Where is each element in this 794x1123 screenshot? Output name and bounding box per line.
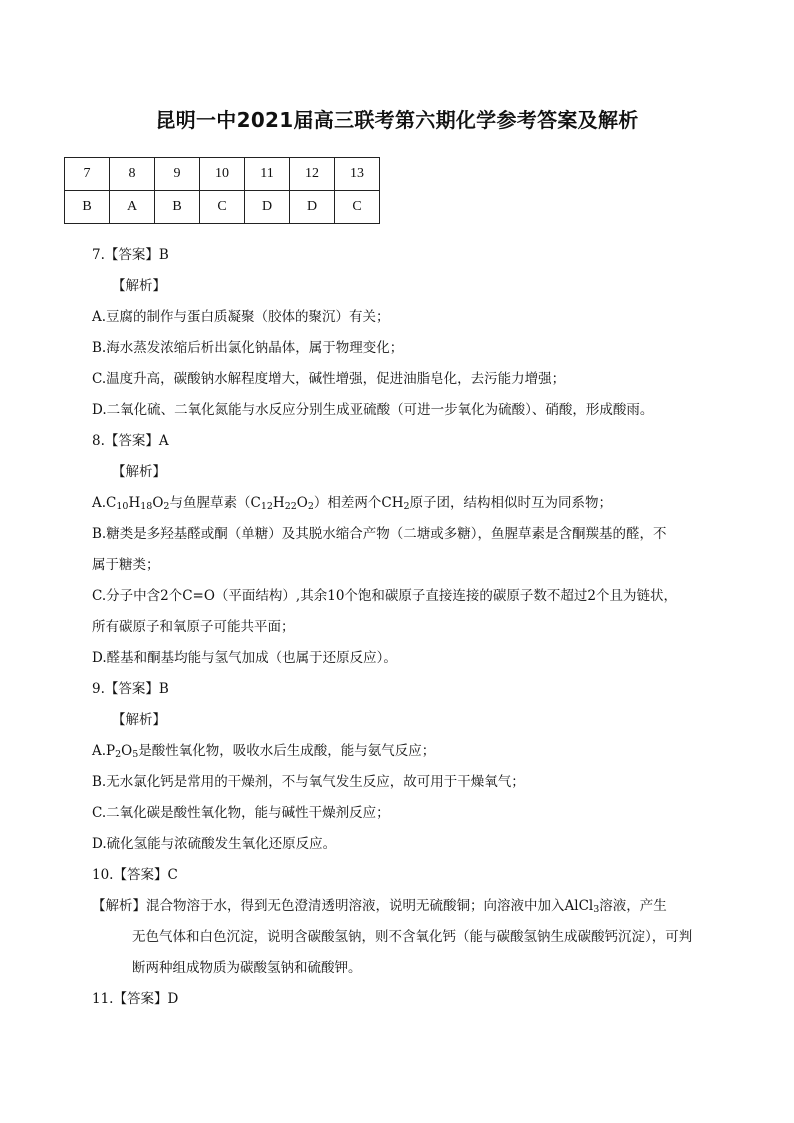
q7-option-a: A.豆腐的制作与蛋白质凝聚（胶体的聚沉）有关； [92,309,390,325]
q10-analysis-line3: 断两种组成物质为碳酸氢钠和硫酸钾。 [132,960,362,976]
answer-row [65,191,380,224]
solutions-body [92,240,704,1015]
answer-table [64,157,380,224]
subscript: 18 [140,501,153,512]
q10-analysis-line2: 无色气体和白色沉淀，说明含碳酸氢钠，则不含氧化钙（能与碳酸氢钠生成碳酸钙沉淀），可判 [132,929,693,945]
q7-option-b: B.海水蒸发浓缩后析出氯化钠晶体，属于物理变化； [92,340,404,356]
q8-option-b-line1: B.糖类是多羟基醛或酮（单糖）及其脱水缩合产物（二塘或多糖），鱼腥草素是含酮羰基的醛，不 [92,526,667,542]
question-number-cell: 9 [155,158,200,191]
question-number-cell: 8 [110,158,155,191]
q9-option-c: C.二氧化碳是酸性氧化物，能与碱性干燥剂反应； [92,805,390,821]
q9-option-b: B.无水氯化钙是常用的干燥剂，不与氧气发生反应，故可用于干燥氧气； [92,774,525,790]
question-number-cell: 10 [200,158,245,191]
q9-a-text: 是酸性氧化物，吸收水后生成酸，能与氨气反应； [138,743,436,759]
document-title: 昆明一中2021届高三联考第六期化学参考答案及解析 [155,108,639,132]
q8-option-d: D.醛基和酮基均能与氢气加成（也属于还原反应）。 [92,650,397,666]
subscript: 2 [307,501,314,512]
q8-analysis-label: 【解析】 [112,464,166,480]
subscript: 5 [132,749,139,760]
q9-answer-line: 9.【答案】B [92,681,169,697]
q11-answer-line: 11.【答案】D [92,991,179,1007]
q7-option-c: C.温度升高，碳酸钠水解程度增大，碱性增强，促进油脂皂化，去污能力增强； [92,371,566,387]
q8-a-text: A.C [92,495,117,511]
q8-option-c-line1: C.分子中含2个C=O（平面结构）,其余10个饱和碳原子直接连接的碳原子数不超过2个且为链状， [92,588,677,604]
q8-answer-line: 8.【答案】A [92,433,169,449]
q9-a-text: A.P [92,743,116,759]
q8-a-text: O [152,495,164,511]
answer-cell: D [290,191,335,224]
subscript: 22 [284,501,297,512]
answer-cell: A [110,191,155,224]
q10-answer-line: 10.【答案】C [92,867,178,883]
question-number-cell: 11 [245,158,290,191]
subscript: 2 [115,749,122,760]
q8-a-text: ）相差两个CH [313,495,404,511]
subscript: 2 [163,501,170,512]
q9-analysis-label: 【解析】 [112,712,166,728]
q10-analysis-line1 [92,891,704,922]
answer-cell: C [200,191,245,224]
q10-analysis-text: 【解析】混合物溶于水，得到无色澄清透明溶液，说明无硫酸铜；向溶液中加入AlCl [92,898,594,914]
q8-a-text: H [272,495,285,511]
q7-answer-line: 7.【答案】B [92,247,169,263]
q9-a-text: O [121,743,133,759]
q7-analysis-label: 【解析】 [112,278,166,294]
subscript: 10 [116,501,129,512]
q8-option-b-line2: 属于糖类； [92,557,160,573]
answer-cell: B [65,191,110,224]
q9-option-a [92,736,704,767]
answer-cell: C [335,191,380,224]
answer-cell: D [245,191,290,224]
subscript: 2 [403,501,410,512]
question-number-cell: 7 [65,158,110,191]
q8-option-c-line2: 所有碳原子和氧原子可能共平面； [92,619,295,635]
q7-option-d: D.二氧化硫、二氧化氮能与水反应分别生成亚硫酸（可进一步氧化为硫酸）、硝酸，形成酸雨。 [92,402,654,418]
q9-option-d: D.硫化氢能与浓硫酸发生氧化还原反应。 [92,836,337,852]
subscript: 3 [593,904,600,915]
q8-a-text: O [296,495,308,511]
q8-a-text: 原子团，结构相似时互为同系物； [409,495,613,511]
q8-a-text: H [128,495,141,511]
q8-option-a [92,488,704,519]
q8-a-text: 与鱼腥草素（C [169,495,261,511]
q10-analysis-text: 溶液，产生 [599,898,667,914]
question-number-cell: 12 [290,158,335,191]
answer-cell: B [155,191,200,224]
question-number-row [65,158,380,191]
subscript: 12 [260,501,273,512]
question-number-cell: 13 [335,158,380,191]
